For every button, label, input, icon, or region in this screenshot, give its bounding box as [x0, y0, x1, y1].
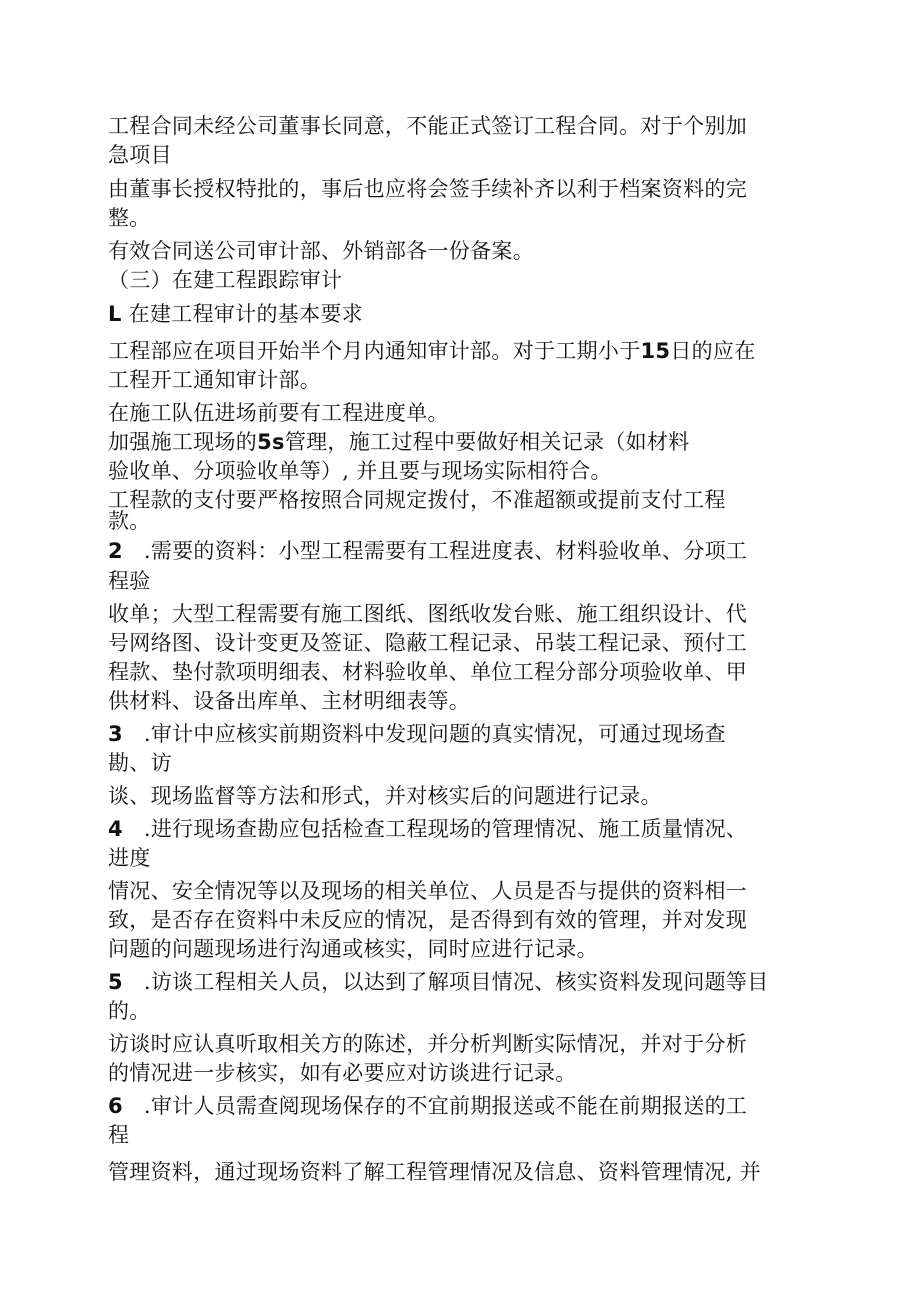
list-item-3: 3 .审计中应核实前期资料中发现问题的真实情况，可通过现场查: [108, 722, 726, 746]
text-line: 整。: [108, 206, 151, 230]
list-item-4: 4 .进行现场查勘应包括检查工程现场的管理情况、施工质量情况、: [108, 817, 748, 841]
text-line: 进度: [108, 846, 151, 870]
text-line: 程: [108, 1123, 130, 1147]
text-line: 的。: [108, 999, 151, 1023]
text-line: 管理资料，通过现场资料了解工程管理情况及信息、资料管理情况, 并: [108, 1160, 761, 1184]
text-line: 谈、现场监督等方法和形式，并对核实后的问题进行记录。: [108, 784, 662, 808]
text-line: 程款、垫付款项明细表、材料验收单、单位工程分部分项验收单、甲: [108, 660, 747, 684]
list-item-6: 6 .审计人员需查阅现场保存的不宜前期报送或不能在前期报送的工: [108, 1094, 748, 1118]
text-line: 在施工队伍进场前要有工程进度单。: [108, 401, 449, 425]
list-item-2: 2 .需要的资料：小型工程需要有工程进度表、材料验收单、分项工: [108, 539, 748, 563]
section-heading: （三）在建工程跟踪审计: [108, 268, 343, 292]
text-line: 勘、访: [108, 751, 172, 775]
text-line: 的情况进一步核实，如有必要应对访谈进行记录。: [108, 1061, 577, 1085]
text-line: 由董事长授权特批的，事后也应将会签手续补齐以利于档案资料的完: [108, 177, 747, 201]
list-item-5: 5 .访谈工程相关人员，以达到了解项目情况、核实资料发现问题等目: [108, 970, 769, 994]
subsection-heading: L 在建工程审计的基本要求: [108, 302, 363, 326]
text-line: 急项目: [108, 143, 172, 167]
text-line: 问题的问题现场进行沟通或核实，同时应进行记录。: [108, 937, 598, 961]
text-line: 有效合同送公司审计部、外销部各一份备案。: [108, 239, 534, 263]
text-line: 情况、安全情况等以及现场的相关单位、人员是否与提供的资料相一: [108, 879, 747, 903]
text-line: 程验: [108, 569, 151, 593]
text-line: 收单；大型工程需要有施工图纸、图纸收发台账、施工组织设计、代: [108, 602, 747, 626]
text-line: 访谈时应认真听取相关方的陈述，并分析判断实际情况，并对于分析: [108, 1032, 747, 1056]
text-line: 工程部应在项目开始半个月内通知审计部。对于工期小于15日的应在: [108, 339, 756, 363]
text-line: 款。: [108, 509, 151, 533]
text-line: 工程合同未经公司董事长同意，不能正式签订工程合同。对于个别加: [108, 114, 747, 138]
text-line: 工程开工通知审计部。: [108, 368, 321, 392]
text-line: 验收单、分项验收单等）, 并且要与现场实际相符合。: [108, 459, 612, 483]
text-line: 工程款的支付要严格按照合同规定拨付，不准超额或提前支付工程: [108, 488, 726, 512]
text-line: 供材料、设备出库单、主材明细表等。: [108, 689, 471, 713]
text-line: 号网络图、设计变更及签证、隐蔽工程记录、吊装工程记录、预付工: [108, 631, 747, 655]
text-line: 加强施工现场的5s管理，施工过程中要做好相关记录（如材料: [108, 430, 690, 454]
text-line: 致，是否存在资料中未反应的情况，是否得到有效的管理，并对发现: [108, 908, 747, 932]
